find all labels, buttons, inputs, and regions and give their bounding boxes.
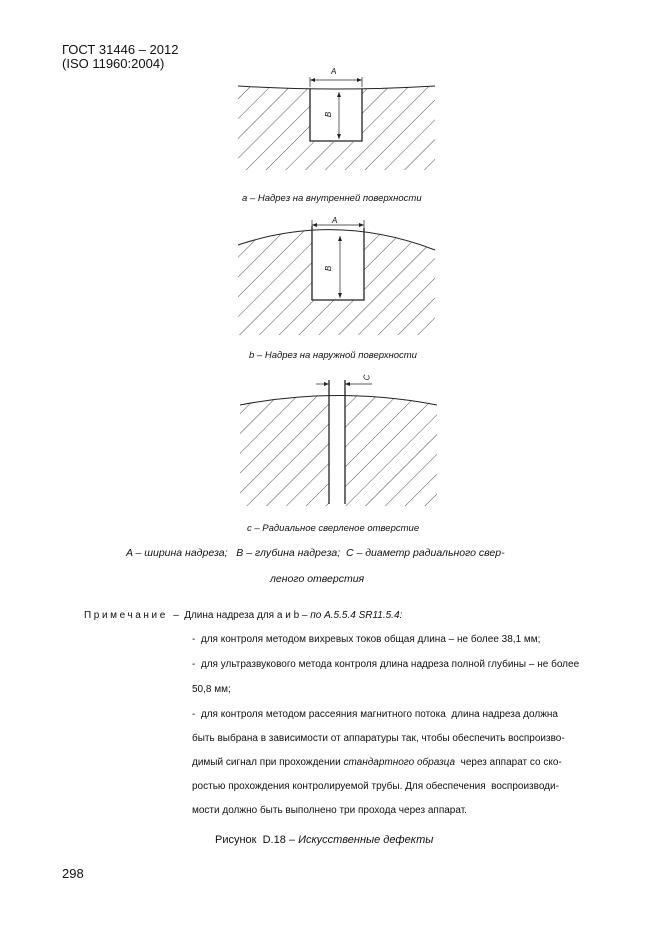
- figure-a-caption: а – Надрез на внутренней поверхности: [242, 193, 422, 204]
- note-item-3-line-5: мости должно быть выполнено три прохода через аппарат.: [192, 805, 467, 816]
- figure-a-depth-label: B: [324, 111, 334, 118]
- figure-b-depth-label: B: [324, 265, 334, 272]
- note-item-3-line-3: [192, 757, 562, 768]
- legend-line-1: A – ширина надреза; B – глубина надреза; C – диаметр радиального свер-: [126, 547, 505, 559]
- note-item-3-line-4: ростью прохождения контролируемой трубы. Для обеспечения воспроизводи-: [192, 781, 559, 792]
- standard-sample-term: стандартного образца: [343, 757, 456, 768]
- iso-designation: (ISO 11960:2004): [62, 56, 165, 71]
- figure-title-label: Рисунок D.18 –: [215, 834, 299, 846]
- note-intro-reference: – по A.5.5.4 SR11.5.4:: [299, 610, 403, 621]
- note-item-2-line-2: 50,8 мм;: [192, 684, 231, 695]
- figure-b-caption: b – Надрез на наружной поверхности: [249, 350, 417, 361]
- note-label: Примечание –: [84, 610, 182, 621]
- note-item-2-line-1: - для ультразвукового метода контроля длина надреза полной глубины – не более: [192, 659, 580, 670]
- note-item-3-line-3-end: через аппарат со ско-: [455, 757, 562, 768]
- figure-title: [215, 834, 433, 846]
- figure-title-text: Искусственные дефекты: [298, 834, 434, 846]
- note-intro-plain: Длина надреза для a и b: [184, 610, 300, 621]
- figure-c-drawing: [240, 380, 437, 507]
- note-item-1: - для контроля методом вихревых токов общая длина – не более 38,1 мм;: [192, 634, 541, 645]
- figure-a-drawing: [238, 77, 435, 172]
- note-block-intro: [84, 610, 402, 621]
- figure-b-drawing: [238, 210, 435, 337]
- figure-b-width-label: A: [332, 216, 338, 225]
- standard-designation: ГОСТ 31446 – 2012: [62, 42, 179, 57]
- figure-c-diameter-label: C: [362, 374, 372, 381]
- note-item-3-line-2: быть выбрана в зависимости от аппаратуры так, чтобы обеспечить воспроизво-: [192, 733, 565, 744]
- note-item-3-line-3-start: димый сигнал при прохождении: [192, 757, 344, 768]
- page-number: 298: [62, 866, 84, 881]
- figure-c-caption: с – Радиальное сверленое отверстие: [247, 523, 420, 534]
- note-item-3-line-1: - для контроля методом рассеяния магнитного потока длина надреза должна: [192, 709, 558, 720]
- figure-a-width-label: A: [331, 67, 337, 76]
- legend-line-2: леного отверстия: [270, 573, 365, 585]
